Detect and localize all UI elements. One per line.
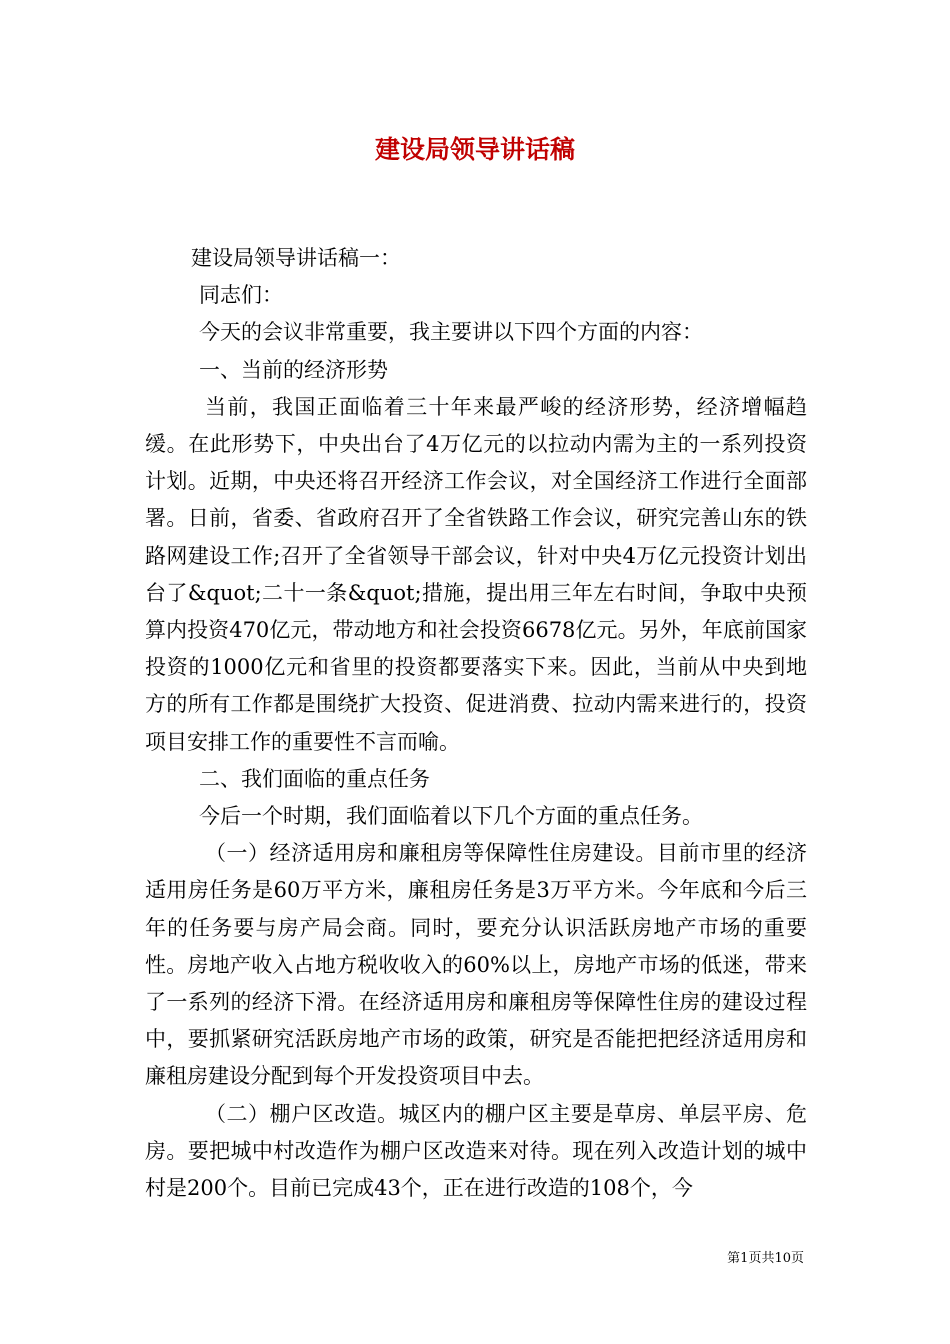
paragraph-salutation: 同志们： xyxy=(199,283,283,308)
document-body xyxy=(145,240,807,1207)
section-heading-2: 二、我们面临的重点任务 xyxy=(199,766,430,791)
paragraph-heading-line: 建设局领导讲话稿一： xyxy=(191,246,401,270)
paragraph-shantytown-renovation: （二）棚户区改造。城区内的棚户区主要是草房、单层平房、危房。要把城中村改造作为棚户区改造来对待。现在列入改造计划的城中村是200个。目前已完成43个，正在进行改造的108个，今 xyxy=(145,1101,807,1201)
paragraph-economic-situation: 当前，我国正面临着三十年来最严峻的经济形势，经济增幅趋缓。在此形势下，中央出台了4万亿元的以拉动内需为主的一系列投资计划。近期，中央还将召开经济工作会议，对全国经济工作进行全面部署。日前，省委、省政府召开了全省铁路工作会议，研究完善山东的铁路网建设工作;召开了全省领导干部会议，针对中央4万亿元投资计划出台了&quot;二十一条&quot;措施，提出用三年左右时间，争取中央预算内投资470亿元，带动地方和社会投资6678亿元。另外，年底前国家投资的1000亿元和省里的投资都要落实下来。因此，当前从中央到地方的所有工作都是围绕扩大投资、促进消费、拉动内需来进行的，投资项目安排工作的重要性不言而喻。 xyxy=(145,394,807,754)
paragraph-key-tasks-intro: 今后一个时期，我们面临着以下几个方面的重点任务。 xyxy=(199,804,703,829)
section-heading-1: 一、当前的经济形势 xyxy=(199,357,388,382)
document-title: 建设局领导讲话稿 xyxy=(374,135,575,164)
paragraph-intro: 今天的会议非常重要，我主要讲以下四个方面的内容： xyxy=(199,320,703,345)
page-number: 第1页共10页 xyxy=(727,1251,804,1266)
paragraph-affordable-housing: （一）经济适用房和廉租房等保障性住房建设。目前市里的经济适用房任务是60万平方米，廉租房任务是3万平方米。今年底和今后三年的任务要与房产局会商。同时，要充分认识活跃房地产市场的重要性。房地产收入占地方税收收入的60%以上，房地产市场的低迷，带来了一系列的经济下滑。在经济适用房和廉租房等保障性住房的建设过程中，要抓紧研究活跃房地产市场的政策，研究是否能把把经济适用房和廉租房建设分配到每个开发投资项目中去。 xyxy=(145,841,807,1089)
